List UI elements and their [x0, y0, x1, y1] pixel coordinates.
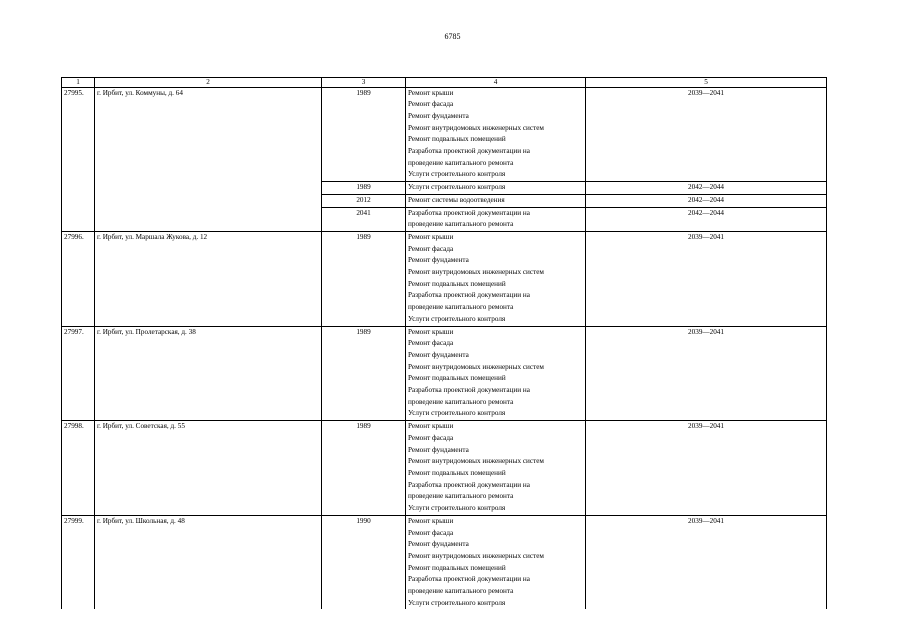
work-item: Разработка проектной документации на: [408, 208, 530, 217]
work-item: Ремонт внутридомовых инженерных систем: [408, 268, 544, 277]
work-item: Услуги строительного контроля: [408, 504, 506, 513]
column-number-5: 5: [586, 78, 827, 88]
table-row: [62, 515, 827, 609]
work-item: Услуги строительного контроля: [408, 409, 506, 418]
works-list: [406, 87, 586, 182]
works-list: [406, 515, 586, 609]
record-address: г. Ирбит, ул. Пролетарская, д. 38: [95, 326, 322, 421]
column-number-3: 3: [322, 78, 406, 88]
work-item: Ремонт крыши: [408, 516, 454, 525]
work-item: Разработка проектной документации на: [408, 480, 530, 489]
work-item: Услуги строительного контроля: [408, 183, 506, 192]
work-item: Ремонт крыши: [408, 422, 454, 431]
repair-period: 2042—2044: [586, 194, 827, 207]
work-item: проведение капитального ремонта: [408, 492, 514, 501]
work-item: Ремонт крыши: [408, 232, 454, 241]
works-list: [406, 421, 586, 516]
work-item: Услуги строительного контроля: [408, 598, 506, 607]
table-row: [62, 87, 827, 182]
record-number: 27996.: [62, 231, 95, 326]
works-list: [406, 194, 586, 207]
commissioning-year: 1989: [322, 231, 406, 326]
works-list: [406, 326, 586, 421]
repair-period: 2039—2041: [586, 515, 827, 609]
column-number-2: 2: [95, 78, 322, 88]
work-item: Ремонт фундамента: [408, 540, 469, 549]
work-item: проведение капитального ремонта: [408, 303, 514, 312]
work-item: Ремонт фасада: [408, 339, 454, 348]
column-number-4: 4: [406, 78, 586, 88]
work-item: проведение капитального ремонта: [408, 220, 514, 229]
work-item: Ремонт подвальных помещений: [408, 469, 506, 477]
work-item: Ремонт подвальных помещений: [408, 135, 506, 144]
record-address: г. Ирбит, ул. Коммуны, д. 64: [95, 87, 322, 231]
commissioning-year: 1989: [322, 326, 406, 421]
record-number: 27998.: [62, 421, 95, 516]
work-item: Ремонт внутридомовых инженерных систем: [408, 123, 544, 132]
commissioning-year: 2041: [322, 207, 406, 231]
repair-schedule-table: [61, 77, 827, 609]
repair-period: 2039—2041: [586, 421, 827, 516]
work-item: Ремонт фасада: [408, 433, 454, 442]
work-item: Ремонт фундамента: [408, 350, 469, 359]
works-list: [406, 231, 586, 326]
record-number: 27995.: [62, 87, 95, 231]
repair-period: 2039—2041: [586, 231, 827, 326]
table-row: [62, 421, 827, 516]
column-number-row: [62, 78, 827, 88]
table-body: [62, 78, 827, 610]
commissioning-year: 1989: [322, 87, 406, 182]
work-item: Разработка проектной документации на: [408, 291, 530, 300]
record-address: г. Ирбит, ул. Маршала Жукова, д. 12: [95, 231, 322, 326]
work-item: Ремонт фундамента: [408, 445, 469, 454]
record-address: г. Ирбит, ул. Советская, д. 55: [95, 421, 322, 516]
commissioning-year: 1990: [322, 515, 406, 609]
record-number: 27997.: [62, 326, 95, 421]
work-item: Ремонт системы водоотведения: [408, 195, 505, 204]
work-item: Ремонт крыши: [408, 88, 454, 97]
commissioning-year: 1989: [322, 182, 406, 195]
work-item: проведение капитального ремонта: [408, 397, 514, 406]
work-item: Ремонт фасада: [408, 528, 454, 537]
commissioning-year: 1989: [322, 421, 406, 516]
work-item: Ремонт фундамента: [408, 111, 469, 120]
record-number: 27999.: [62, 515, 95, 609]
works-list: [406, 207, 586, 231]
work-item: Ремонт внутридомовых инженерных систем: [408, 551, 544, 560]
work-item: Ремонт внутридомовых инженерных систем: [408, 457, 544, 466]
work-item: Ремонт фундамента: [408, 256, 469, 265]
page-number: 6785: [444, 32, 461, 41]
works-list: [406, 182, 586, 195]
work-item: Разработка проектной документации на: [408, 147, 530, 156]
work-item: Услуги строительного контроля: [408, 314, 506, 323]
work-item: Ремонт фасада: [408, 100, 454, 109]
commissioning-year: 2012: [322, 194, 406, 207]
work-item: проведение капитального ремонта: [408, 158, 514, 167]
work-item: Ремонт подвальных помещений: [408, 563, 506, 572]
work-item: Услуги строительного контроля: [408, 170, 506, 179]
table-row: [62, 231, 827, 326]
table-row: [62, 326, 827, 421]
repair-period: 2039—2041: [586, 326, 827, 421]
work-item: Ремонт фасада: [408, 244, 454, 253]
repair-period: 2039—2041: [586, 87, 827, 182]
column-number-1: 1: [62, 78, 95, 88]
work-item: Ремонт крыши: [408, 327, 454, 336]
work-item: Ремонт внутридомовых инженерных систем: [408, 362, 544, 371]
work-item: Ремонт подвальных помещений: [408, 374, 506, 383]
repair-period: 2042—2044: [586, 182, 827, 195]
work-item: Разработка проектной документации на: [408, 575, 530, 584]
work-item: Ремонт подвальных помещений: [408, 279, 506, 288]
work-item: Разработка проектной документации на: [408, 386, 530, 395]
work-item: проведение капитального ремонта: [408, 587, 514, 596]
repair-period: 2042—2044: [586, 207, 827, 231]
record-address: г. Ирбит, ул. Школьная, д. 48: [95, 515, 322, 609]
